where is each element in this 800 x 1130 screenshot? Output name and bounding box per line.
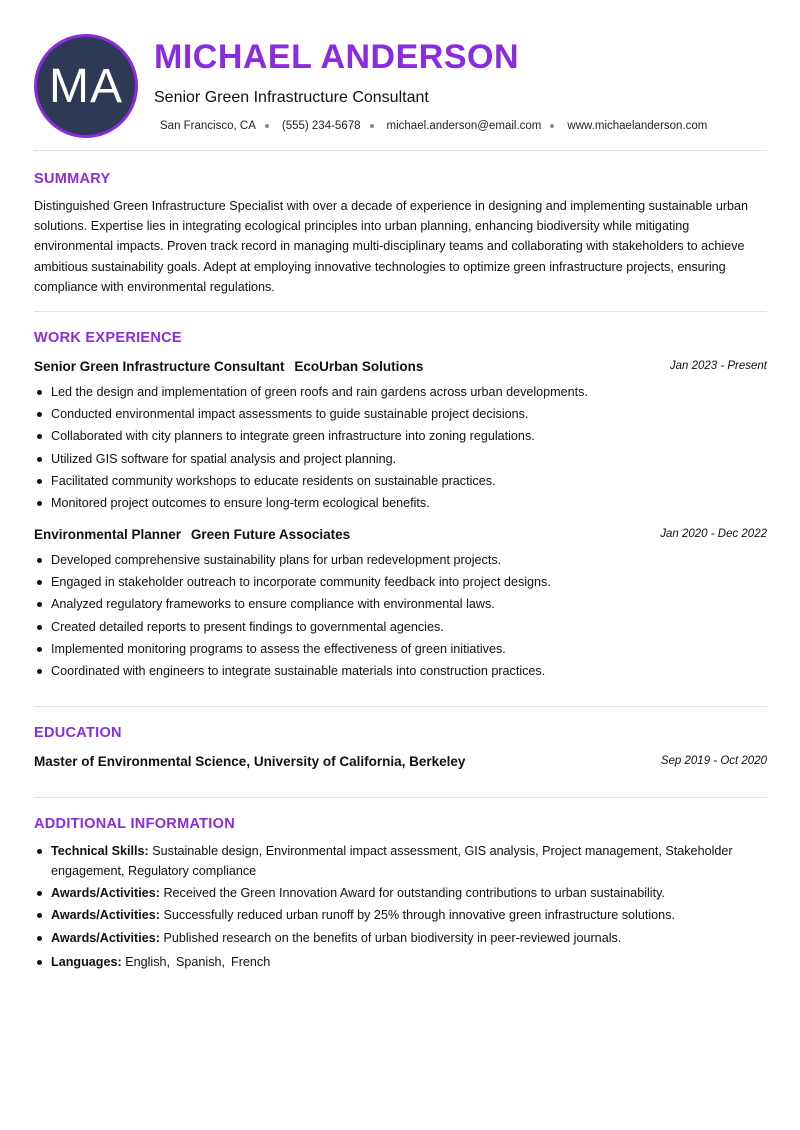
info-label: Languages: [51,954,122,969]
separator-dot [550,124,554,128]
list-item: Implemented monitoring programs to assess the effectiveness of green initiatives. [34,638,767,660]
language: French [231,954,271,969]
job-role-line [34,527,350,542]
job-company: Green Future Associates [190,527,351,542]
list-item: Utilized GIS software for spatial analysis and project planning. [34,448,767,470]
info-text: Published research on the benefits of urban biodiversity in peer-reviewed journals. [163,930,622,945]
job-bullets [34,549,767,682]
avatar [34,34,138,138]
additional-list [34,841,767,974]
info-text: Received the Green Innovation Award for outstanding contributions to urban sustainability. [163,886,665,901]
summary-text: Distinguished Green Infrastructure Specialist with over a decade of experience in designing and implementing sustainable urban solutions. Expertise lies in integrating ecological principles into urban planning, enhancing biodiversity while mitigating environmental impacts. Proven track record in managing multi-disciplinary teams and collaborating with stakeholders to achieve ambitious sustainability goals. Adept at employing innovative technologies to optimize green infrastructure projects, ensuring compliance with environmental regulations. [34,199,749,294]
list-item: Facilitated community workshops to educate residents on sustainable practices. [34,470,767,492]
info-text: Sustainable design, Environmental impact assessment, GIS analysis, Project management, Stakeholder engagement, Regulatory compliance [51,844,733,878]
separator-dot [265,124,269,128]
education-entry [34,754,767,772]
contact-location: San Francisco, CA [160,120,256,132]
info-label: Awards/Activities: [51,908,160,923]
job-role: Senior Green Infrastructure Consultant [34,359,285,374]
job-dates: Jan 2023 - Present [669,360,767,372]
job-company: EcoUrban Solutions [294,359,424,374]
list-item: Developed comprehensive sustainability plans for urban redevelopment projects. [34,549,767,571]
list-item: Conducted environmental impact assessments to guide sustainable project decisions. [34,403,767,425]
list-item: Led the design and implementation of green roofs and rain gardens across urban developments. [34,381,767,403]
job-role-line [34,359,423,374]
list-item: Monitored project outcomes to ensure long-term ecological benefits. [34,492,767,514]
resume-header [34,34,767,138]
education-heading: EDUCATION [34,725,122,741]
divider [34,150,767,151]
list-item: Analyzed regulatory frameworks to ensure compliance with environmental laws. [34,593,767,615]
info-label: Technical Skills: [51,844,149,858]
candidate-name: MICHAEL ANDERSON [154,38,520,76]
education-degree: Master of Environmental Science, University of California, Berkeley [34,754,466,769]
info-label: Awards/Activities: [51,930,160,945]
candidate-title: Senior Green Infrastructure Consultant [154,89,429,106]
list-item [34,928,767,948]
list-item-languages [34,952,767,972]
list-item [34,905,767,925]
list-item: Collaborated with city planners to integrate green infrastructure into zoning regulations. [34,425,767,447]
divider [34,797,767,798]
job-bullets [34,381,767,514]
job-role: Environmental Planner [34,527,182,542]
list-item: Engaged in stakeholder outreach to incorporate community feedback into project designs. [34,571,767,593]
experience-heading: WORK EXPERIENCE [34,330,182,346]
language: Spanish, [176,954,226,969]
contact-email[interactable]: michael.anderson@email.com [386,120,542,132]
avatar-initials: MA [49,59,123,113]
info-text: Successfully reduced urban runoff by 25% through innovative green infrastructure solutions. [163,908,675,923]
info-label: Awards/Activities: [51,886,160,901]
divider [34,706,767,707]
list-item [34,883,767,903]
job-header [34,527,767,545]
contact-phone: (555) 234-5678 [281,120,361,132]
summary-heading: SUMMARY [34,171,111,187]
education-dates: Sep 2019 - Oct 2020 [660,755,767,767]
list-item: Created detailed reports to present findings to governmental agencies. [34,616,767,638]
job-dates: Jan 2020 - Dec 2022 [660,528,767,540]
additional-heading: ADDITIONAL INFORMATION [34,816,235,832]
language: English, [125,954,170,969]
separator-dot [370,124,374,128]
contact-website[interactable]: www.michaelanderson.com [567,120,708,132]
divider [34,311,767,312]
list-item [34,841,767,881]
contact-line [160,120,707,132]
list-item: Coordinated with engineers to integrate sustainable materials into construction practices. [34,660,767,682]
job-header [34,359,767,377]
